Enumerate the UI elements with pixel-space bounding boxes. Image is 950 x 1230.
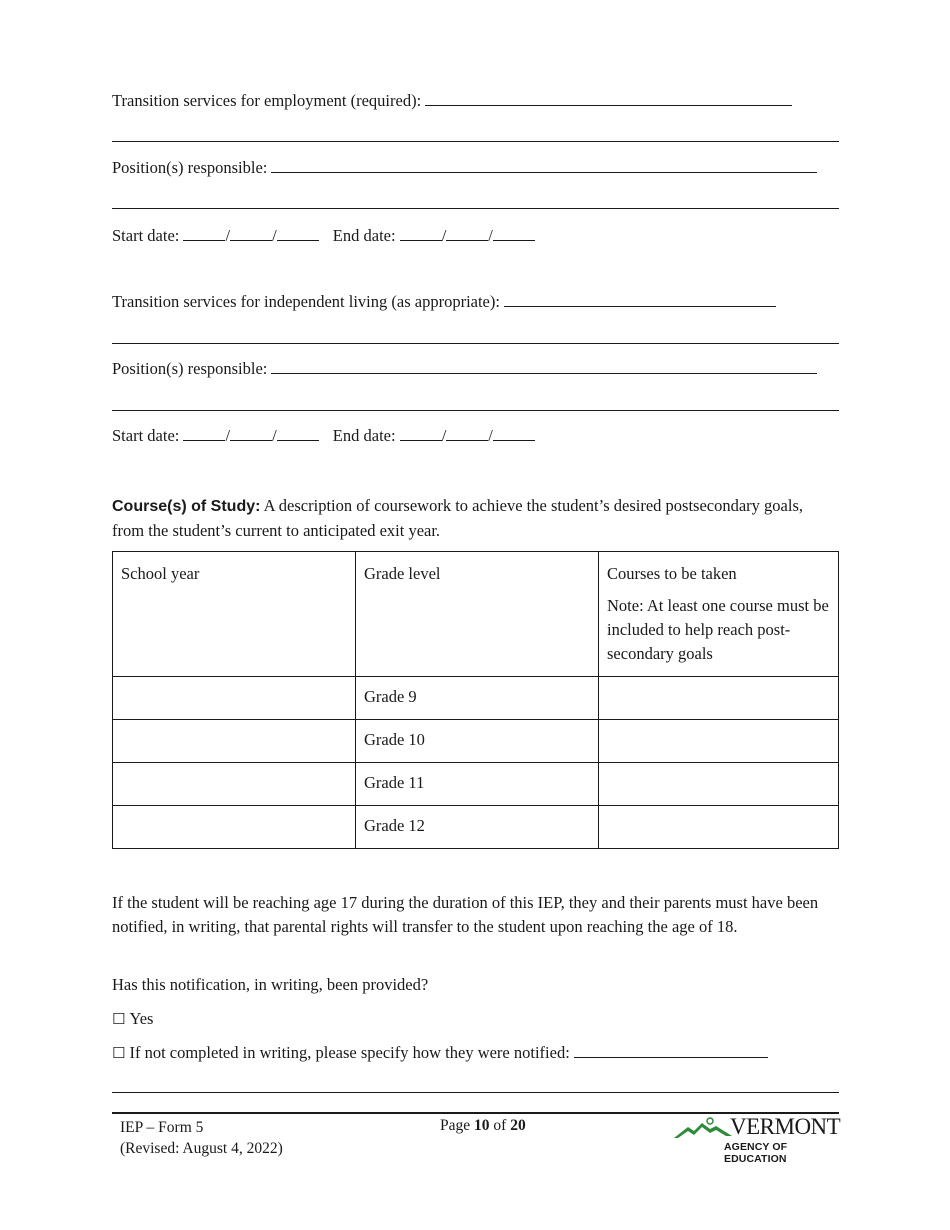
- table-row: [113, 677, 839, 720]
- employment-end-month[interactable]: [400, 239, 442, 241]
- option-yes-line: [112, 1009, 153, 1029]
- courses-cell[interactable]: [599, 806, 839, 849]
- page-current: 10: [474, 1117, 490, 1134]
- employment-position-field[interactable]: [271, 171, 817, 173]
- living-start-day[interactable]: [230, 439, 272, 441]
- school-year-cell[interactable]: [113, 806, 356, 849]
- living-services-field-continued[interactable]: [112, 343, 839, 344]
- employment-start-label: Start date:: [112, 226, 180, 245]
- living-end-year[interactable]: [493, 439, 535, 441]
- school-year-cell[interactable]: [113, 763, 356, 806]
- living-services-field[interactable]: [504, 305, 776, 307]
- header-grade-level: Grade level: [356, 552, 599, 677]
- employment-end-year[interactable]: [493, 239, 535, 241]
- living-dates-line: Start date: / / End date: / /: [112, 426, 535, 446]
- employment-position-label: Position(s) responsible:: [112, 158, 268, 177]
- employment-services-field-continued[interactable]: [112, 141, 839, 142]
- employment-dates-line: Start date: / / End date: / /: [112, 226, 535, 246]
- option-other-line: [112, 1043, 768, 1063]
- logo-wordmark: VERMONT: [730, 1114, 841, 1139]
- living-end-label: End date:: [332, 426, 396, 445]
- logo-subtitle: AGENCY OF EDUCATION: [724, 1141, 788, 1165]
- yes-label: Yes: [129, 1009, 154, 1028]
- table-row: [113, 720, 839, 763]
- grade-cell: Grade 11: [356, 763, 599, 806]
- school-year-cell[interactable]: [113, 677, 356, 720]
- employment-position-field-continued[interactable]: [112, 208, 839, 209]
- table-row: [113, 763, 839, 806]
- employment-start-year[interactable]: [277, 239, 319, 241]
- grade-cell: Grade 9: [356, 677, 599, 720]
- employment-start-day[interactable]: [230, 239, 272, 241]
- living-start-label: Start date:: [112, 426, 180, 445]
- courses-cell[interactable]: [599, 763, 839, 806]
- courses-cell[interactable]: [599, 720, 839, 763]
- header-courses-note: Note: At least one course must be included to help reach post-secondary goals: [607, 596, 829, 663]
- footer-form-name: IEP – Form 5: [120, 1119, 204, 1136]
- transfer-rights-paragraph: If the student will be reaching age 17 during the duration of this IEP, they and their parents must have been notified, in writing, that parental rights will transfer to the student upon reaching the age of 18.: [112, 893, 819, 936]
- living-position-label: Position(s) responsible:: [112, 359, 268, 378]
- other-method-field-continued[interactable]: [112, 1092, 839, 1093]
- footer-form-info: [120, 1117, 283, 1159]
- grade-cell: Grade 12: [356, 806, 599, 849]
- notification-question: Has this notification, in writing, been provided?: [112, 975, 429, 994]
- header-school-year: School year: [113, 552, 356, 677]
- living-position-line: [112, 359, 817, 379]
- other-label: If not completed in writing, please specify how they were notified:: [129, 1043, 570, 1062]
- living-end-month[interactable]: [400, 439, 442, 441]
- mountain-icon: [672, 1116, 736, 1142]
- other-checkbox[interactable]: ☐: [112, 1044, 126, 1062]
- footer-revised: (Revised: August 4, 2022): [120, 1140, 283, 1157]
- living-position-field-continued[interactable]: [112, 410, 839, 411]
- course-of-study-table: [112, 551, 839, 849]
- courses-cell[interactable]: [599, 677, 839, 720]
- table-header-row: [113, 552, 839, 677]
- yes-checkbox[interactable]: ☐: [112, 1010, 126, 1028]
- living-start-year[interactable]: [277, 439, 319, 441]
- page-of: of: [489, 1117, 511, 1134]
- living-end-day[interactable]: [446, 439, 488, 441]
- course-of-study-heading: Course(s) of Study:: [112, 498, 261, 515]
- page-total: 20: [510, 1117, 526, 1134]
- employment-services-label: Transition services for employment (required):: [112, 91, 422, 110]
- living-position-field[interactable]: [271, 372, 817, 374]
- employment-services-line: [112, 91, 792, 111]
- school-year-cell[interactable]: [113, 720, 356, 763]
- employment-end-label: End date:: [332, 226, 396, 245]
- vermont-agency-logo: [672, 1114, 841, 1165]
- header-courses-label: Courses to be taken: [607, 564, 737, 583]
- course-of-study-intro: [112, 494, 839, 543]
- course-of-study-description: A description of coursework to achieve the student’s desired postsecondary goals, from the student’s current to anticipated exit year.: [112, 496, 803, 540]
- header-courses: [599, 552, 839, 677]
- employment-end-day[interactable]: [446, 239, 488, 241]
- grade-cell: Grade 10: [356, 720, 599, 763]
- page-number: [440, 1117, 526, 1135]
- employment-services-field[interactable]: [425, 104, 792, 106]
- table-row: [113, 806, 839, 849]
- living-services-line: [112, 292, 776, 312]
- page-prefix: Page: [440, 1117, 475, 1134]
- employment-position-line: [112, 158, 817, 178]
- living-services-label: Transition services for independent living (as appropriate):: [112, 292, 500, 311]
- other-method-field[interactable]: [574, 1056, 768, 1058]
- living-start-month[interactable]: [183, 439, 225, 441]
- employment-start-month[interactable]: [183, 239, 225, 241]
